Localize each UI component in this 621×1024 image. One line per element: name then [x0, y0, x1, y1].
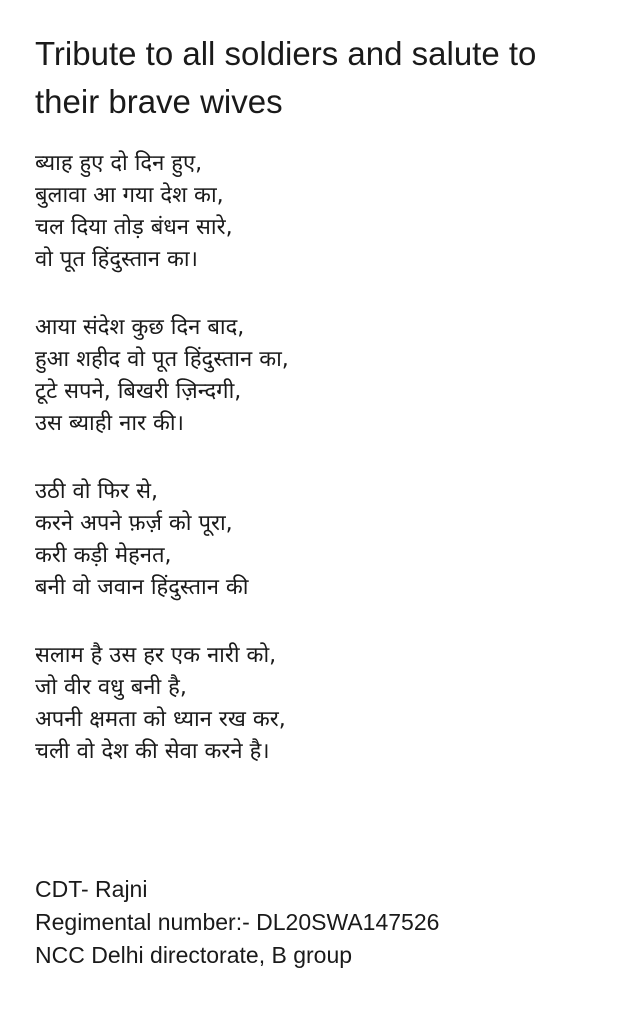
- poem-line: हुआ शहीद वो पूत हिंदुस्तान का,: [35, 347, 289, 372]
- author-name: CDT- Rajni: [35, 876, 148, 902]
- poem: [35, 148, 605, 804]
- stanza-4: [35, 640, 605, 768]
- poem-line: चली वो देश की सेवा करने है।: [35, 739, 270, 764]
- poem-line: अपनी क्षमता को ध्यान रख कर,: [35, 707, 286, 732]
- poem-line: आया संदेश कुछ दिन बाद,: [35, 315, 245, 340]
- poem-line: वो पूत हिंदुस्तान का।: [35, 247, 198, 272]
- poem-line: बुलावा आ गया देश का,: [35, 183, 224, 208]
- poem-line: ब्याह हुए दो दिन हुए,: [35, 151, 203, 176]
- regimental-number: Regimental number:- DL20SWA147526: [35, 909, 440, 935]
- document-title: Tribute to all soldiers and salute to their brave wives: [35, 35, 537, 120]
- stanza-2: [35, 312, 605, 440]
- poem-line: जो वीर वधु बनी है,: [35, 675, 187, 700]
- poem-line: चल दिया तोड़ बंधन सारे,: [35, 215, 233, 240]
- poem-line: उठी वो फिर से,: [35, 479, 158, 504]
- stanza-3: [35, 476, 605, 604]
- poem-line: करी कड़ी मेहनत,: [35, 543, 172, 568]
- poem-line: उस ब्याही नार की।: [35, 411, 184, 436]
- signature-block: [35, 873, 605, 972]
- unit-name: NCC Delhi directorate, B group: [35, 942, 353, 968]
- poem-line: टूटे सपने, बिखरी ज़िन्दगी,: [35, 379, 242, 404]
- poem-line: करने अपने फ़र्ज़ को पूरा,: [35, 511, 233, 536]
- stanza-1: [35, 148, 605, 276]
- poem-line: सलाम है उस हर एक नारी को,: [35, 643, 277, 668]
- poem-line: बनी वो जवान हिंदुस्तान की: [35, 575, 249, 600]
